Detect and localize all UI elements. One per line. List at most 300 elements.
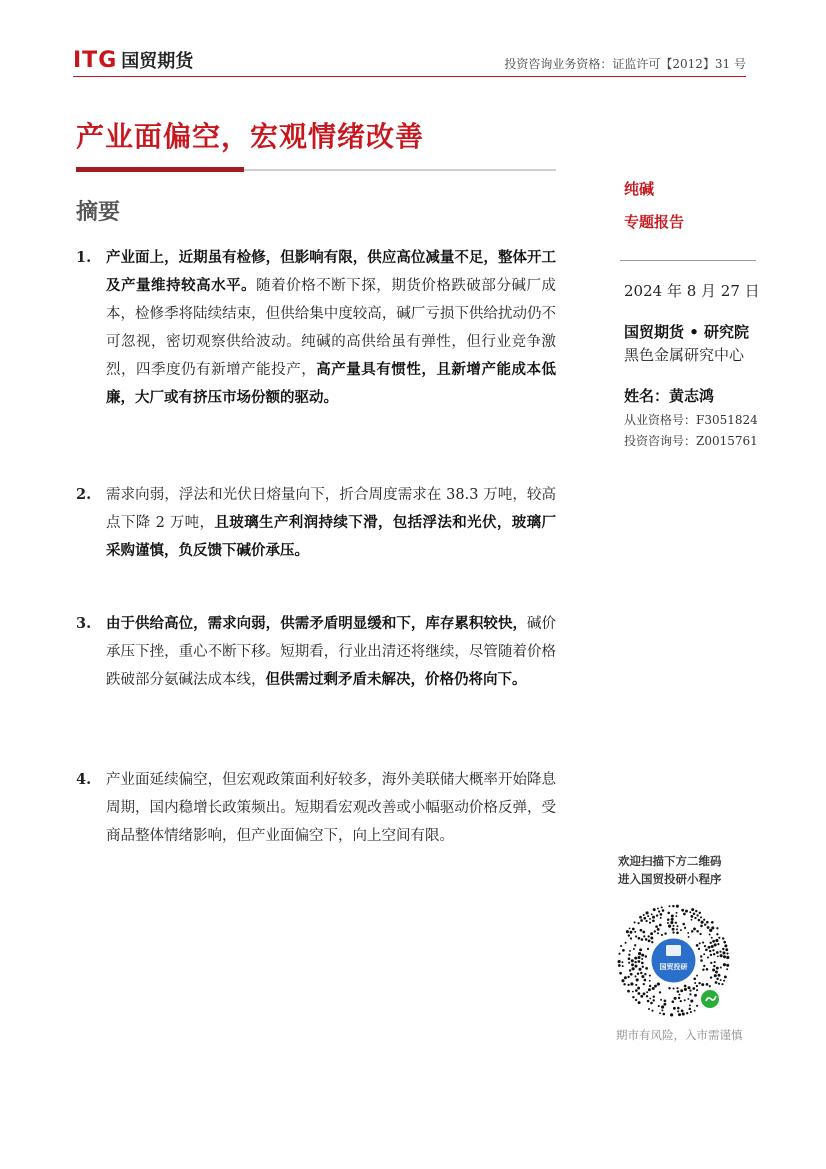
qr-dot <box>628 962 630 964</box>
qr-dot <box>706 983 709 986</box>
qr-dot <box>693 927 696 930</box>
qr-dot <box>660 913 663 916</box>
research-org: 国贸期货 • 研究院 <box>624 323 750 341</box>
qr-dot <box>658 1005 660 1007</box>
qr-dot <box>711 937 713 939</box>
qr-dot <box>717 943 719 945</box>
qr-dot <box>651 941 653 943</box>
qr-dot <box>634 975 636 977</box>
qr-dot <box>626 930 629 933</box>
item-text-bold: 高产量具有惯性，且新增产能成本低廉，大厂或有挤压市场份额的驱动。 <box>106 361 557 406</box>
qr-dot <box>701 983 704 986</box>
qr-dot <box>620 945 622 947</box>
qr-dot <box>715 939 718 942</box>
qr-dot <box>700 955 702 957</box>
qr-dot <box>677 1007 680 1010</box>
qr-dot <box>711 921 714 924</box>
qr-dot <box>638 1001 641 1004</box>
qr-dot <box>726 953 728 955</box>
qr-dot <box>701 921 704 924</box>
qr-dot <box>718 983 720 985</box>
qr-dot <box>635 999 637 1001</box>
qr-dot <box>709 950 711 952</box>
item-text-regular: 随着价格不断下探，期货价格跌破部分碱厂成本，检修季将陆续结束，但供给集中度较高，碱厂亏损下供给扰动仍不可忽视，密切观察供给波动。纯碱的高供给虽有弹性，但行业竞争激烈，四季度仍有新增产能投产， <box>106 278 556 378</box>
qr-dot <box>680 1000 682 1002</box>
qr-dot <box>672 987 674 989</box>
qr-dot <box>707 926 710 929</box>
qr-dot <box>726 964 729 967</box>
page-title: 产业面偏空，宏观情绪改善 <box>76 120 425 153</box>
qr-dot <box>688 986 691 989</box>
mini-program-qr-code[interactable] <box>616 903 731 1018</box>
qr-dot <box>662 909 665 912</box>
qr-dot <box>707 956 709 958</box>
qr-dot <box>678 997 680 999</box>
qr-dot <box>647 948 649 950</box>
qr-dot <box>644 979 647 982</box>
research-dept: 黑色金属研究中心 <box>624 346 745 364</box>
qr-dot <box>627 990 630 993</box>
qr-dot <box>667 912 670 915</box>
qr-dot <box>632 928 635 931</box>
qr-dot <box>685 910 688 913</box>
qr-dot <box>641 962 644 965</box>
qr-dot <box>721 983 723 985</box>
qr-dot <box>628 954 630 956</box>
qr-dot <box>632 996 634 998</box>
qr-dot <box>619 972 622 975</box>
qr-dot <box>704 945 706 947</box>
qr-dot <box>690 999 693 1002</box>
qr-dot <box>664 999 667 1002</box>
qr-dot <box>717 955 719 957</box>
item-number: 1. <box>76 249 92 266</box>
qr-dot <box>705 948 708 951</box>
qr-dot <box>632 967 635 970</box>
qr-dot <box>696 975 698 977</box>
qr-dot <box>703 953 705 955</box>
qr-dot <box>696 914 698 916</box>
qr-caption-line-2: 进入国贸投研小程序 <box>618 872 722 886</box>
qr-dot <box>649 985 651 987</box>
qr-dot <box>681 909 684 912</box>
qr-dot <box>660 999 662 1001</box>
abstract-heading: 摘要 <box>76 199 121 225</box>
qr-dot <box>718 974 721 977</box>
qr-dot <box>720 954 723 957</box>
qr-dot <box>689 990 691 992</box>
summary-item-2 <box>76 481 556 565</box>
qr-dot <box>634 921 636 923</box>
qr-dot <box>625 942 627 944</box>
qr-dot <box>688 936 690 938</box>
qr-dot <box>644 973 646 975</box>
qr-dot <box>652 919 655 922</box>
qr-dot <box>684 985 687 988</box>
qr-dot <box>627 984 629 986</box>
qr-dot <box>638 968 641 971</box>
qr-dot <box>712 949 714 951</box>
qr-dot <box>662 1013 665 1016</box>
qr-dot <box>676 912 678 914</box>
qr-dot <box>703 919 705 921</box>
qr-dot <box>703 965 705 967</box>
qr-dot <box>691 919 693 921</box>
qr-dot <box>672 928 675 931</box>
qr-dot <box>702 942 704 944</box>
qr-dot <box>663 1003 666 1006</box>
risk-warning: 期市有风险，入市需谨慎 <box>616 1028 743 1042</box>
qr-dot <box>711 926 714 929</box>
qr-dot <box>622 965 624 967</box>
qr-dot <box>630 937 632 939</box>
qr-dot <box>623 983 625 985</box>
qr-dot <box>631 959 634 962</box>
item-number: 4. <box>76 771 92 788</box>
qr-dot <box>669 905 671 907</box>
qr-dot <box>638 960 641 963</box>
logo-mark: ITG <box>73 47 118 73</box>
qr-dot <box>652 916 655 919</box>
practice-license-number: 从业资格号：F3051824 <box>624 413 758 427</box>
qr-dot <box>628 957 631 960</box>
qr-dot <box>726 956 729 959</box>
qr-dot <box>696 930 699 933</box>
qr-dot <box>634 957 637 960</box>
qr-dot <box>694 994 697 997</box>
qr-dot <box>650 936 653 939</box>
qr-dot <box>726 968 728 970</box>
qr-dot <box>645 967 648 970</box>
company-logo <box>73 47 193 73</box>
summary-item-4 <box>76 766 556 850</box>
qr-dot <box>673 1007 676 1010</box>
qr-dot <box>660 917 662 919</box>
qr-dot <box>678 1013 681 1016</box>
qr-dot <box>646 991 648 993</box>
qr-dot <box>672 925 674 927</box>
qr-dot <box>629 927 631 929</box>
qr-dot <box>630 973 633 976</box>
qr-dot <box>637 992 640 995</box>
summary-item-3 <box>76 610 556 694</box>
qr-dot <box>634 931 636 933</box>
qr-dot <box>655 925 658 928</box>
qr-dot <box>635 989 638 992</box>
qr-dot <box>672 905 674 907</box>
qr-dot <box>653 995 655 997</box>
qr-dot <box>700 959 703 962</box>
qr-dot <box>714 943 717 946</box>
qr-dot <box>680 989 683 992</box>
qr-dot <box>661 906 663 908</box>
qr-dot <box>720 967 722 969</box>
report-type: 专题报告 <box>624 213 685 231</box>
qr-dot <box>690 1011 692 1013</box>
qr-dot <box>649 998 651 1000</box>
qr-dot <box>716 978 718 980</box>
qr-dot <box>652 999 654 1001</box>
qr-dot <box>710 954 712 956</box>
qr-dot <box>681 1010 684 1013</box>
qr-dot <box>647 915 649 917</box>
qr-dot <box>622 949 625 952</box>
qr-dot <box>723 963 726 966</box>
qr-dot <box>659 1012 661 1014</box>
qr-dot <box>684 999 686 1001</box>
qr-dot <box>637 956 640 959</box>
item-text-regular: 需求向弱，浮法和光伏日熔量向下，折合周度需求在 38.3 万吨，较高点下降 2 万吨， <box>106 487 556 531</box>
qr-dot <box>641 958 643 960</box>
license-text: 投资咨询业务资格：证监许可【2012】31 号 <box>504 57 746 71</box>
qr-dot <box>671 914 674 917</box>
qr-dot <box>682 923 685 926</box>
qr-dot <box>640 972 642 974</box>
author-name: 姓名：黄志鸿 <box>624 387 715 405</box>
qr-dot <box>677 990 680 993</box>
qr-dot <box>653 908 656 911</box>
qr-dot <box>651 913 653 915</box>
qr-dot <box>654 930 656 932</box>
qr-dot <box>643 914 645 916</box>
qr-dot <box>715 971 718 974</box>
qr-dot <box>641 938 644 941</box>
qr-dot <box>716 933 718 935</box>
qr-dot <box>635 935 637 937</box>
qr-dot <box>699 933 701 935</box>
qr-dot <box>651 1010 653 1012</box>
qr-dot <box>718 937 720 939</box>
qr-dot <box>635 984 637 986</box>
qr-dot <box>667 918 670 921</box>
qr-dot <box>711 945 714 948</box>
qr-dot <box>689 993 691 995</box>
qr-dot <box>709 929 712 932</box>
qr-dot <box>649 975 651 977</box>
report-date: 2024 年 8 月 27 日 <box>624 282 760 300</box>
qr-dot <box>708 946 711 949</box>
qr-dot <box>638 952 641 955</box>
qr-dot <box>692 987 695 990</box>
title-accent-bar <box>76 167 244 172</box>
qr-dot <box>629 969 631 971</box>
qr-dot <box>637 972 639 974</box>
qr-dot <box>632 991 634 993</box>
qr-dot <box>637 987 640 990</box>
qr-dot <box>645 955 647 957</box>
qr-dot <box>657 932 659 934</box>
qr-dot <box>684 988 687 991</box>
qr-dot <box>648 935 650 937</box>
qr-dot <box>668 925 671 928</box>
item-text-bold: 产业面上，近期虽有检修，但影响有限，供应高位减量不足，整体开工及产量维持较高水平。 <box>106 249 556 294</box>
qr-dot <box>643 992 646 995</box>
qr-dot <box>715 981 718 984</box>
qr-dot <box>630 931 633 934</box>
qr-dot <box>654 985 657 988</box>
qr-dot <box>648 988 651 991</box>
qr-dot <box>702 968 704 970</box>
qr-dot <box>618 964 621 967</box>
qr-center-label: 国贸投研 <box>659 963 688 971</box>
qr-dot <box>713 965 715 967</box>
qr-dot <box>699 912 701 914</box>
qr-dot <box>661 934 663 936</box>
qr-dot <box>668 987 670 989</box>
qr-dot <box>657 983 660 986</box>
qr-dot <box>719 951 721 953</box>
header-divider <box>73 76 746 77</box>
qr-dot <box>640 995 643 998</box>
qr-dot <box>643 917 646 920</box>
qr-dot <box>700 916 702 918</box>
qr-dot <box>700 925 703 928</box>
qr-dot <box>643 983 645 985</box>
qr-dot <box>642 931 645 934</box>
advisory-license-number: 投资咨询号：Z0015761 <box>624 434 758 448</box>
qr-dot <box>724 975 727 978</box>
qr-dot <box>714 974 717 977</box>
qr-dot <box>684 927 686 929</box>
qr-dot <box>691 908 694 911</box>
qr-dot <box>694 982 696 984</box>
qr-dot <box>677 1010 679 1012</box>
qr-dot <box>618 953 620 955</box>
qr-dot <box>723 941 726 944</box>
qr-dot <box>638 937 641 940</box>
qr-dot <box>641 975 644 978</box>
qr-dot <box>683 913 686 916</box>
qr-dot <box>657 928 660 931</box>
item-text-bold: 但供需过剩矛盾未解决，价格仍将向下。 <box>265 671 527 688</box>
qr-dot <box>645 920 647 922</box>
qr-dot <box>672 931 674 933</box>
qr-dot <box>672 1000 675 1003</box>
qr-dot <box>640 919 643 922</box>
qr-dot <box>698 919 701 922</box>
qr-dot <box>641 954 644 957</box>
qr-dot <box>722 937 724 939</box>
qr-dot <box>640 929 643 932</box>
qr-dot <box>650 932 653 935</box>
qr-dot <box>706 921 709 924</box>
document-icon <box>666 945 681 956</box>
qr-dot <box>704 924 706 926</box>
qr-dot <box>706 968 709 971</box>
item-text-bold: 且玻璃生产利润持续下滑，包括浮法和光伏，玻璃厂采购谨慎，负反馈下碱价承压。 <box>106 514 556 559</box>
qr-dot <box>723 980 725 982</box>
qr-dot <box>627 976 629 978</box>
qr-dot <box>664 932 666 934</box>
qr-dot <box>716 927 718 929</box>
qr-dot <box>709 934 711 936</box>
qr-dot <box>722 951 725 954</box>
qr-dot <box>628 934 630 936</box>
qr-dot <box>659 991 661 993</box>
qr-dot <box>630 982 633 985</box>
qr-dot <box>693 977 696 980</box>
qr-dot <box>657 907 659 909</box>
qr-dot <box>634 944 636 946</box>
qr-dot <box>656 914 658 916</box>
qr-dot <box>712 940 715 943</box>
qr-dot <box>682 1012 685 1015</box>
qr-dot <box>646 911 649 914</box>
item-text-regular: 产业面延续偏空，但宏观政策面利好较多，海外美联储大概率开始降息周期，国内稳增长政策频出。短期看宏观改善或小幅驱动价格反弹，受商品整体情绪影响，但产业面偏空下，向上空间有限。 <box>106 772 556 844</box>
qr-dot <box>689 911 691 913</box>
qr-dot <box>670 1013 673 1016</box>
qr-dot <box>678 994 680 996</box>
item-text-bold: 由于供给高位，需求向弱，供需矛盾明显缓和下，库存累积较快， <box>106 615 527 632</box>
item-text <box>106 244 556 412</box>
qr-dot <box>696 989 698 991</box>
qr-dot <box>671 918 674 921</box>
qr-dot <box>659 924 662 927</box>
qr-dot <box>675 922 677 924</box>
qr-dot <box>618 960 621 963</box>
qr-dot <box>647 1000 650 1003</box>
qr-dot <box>638 922 640 924</box>
qr-dot <box>725 948 728 951</box>
qr-dot <box>686 1012 688 1014</box>
qr-dot <box>698 948 700 950</box>
qr-dot <box>661 1009 663 1011</box>
qr-dot <box>723 955 726 958</box>
qr-dot <box>716 951 719 954</box>
qr-dot <box>710 962 712 964</box>
qr-dot <box>676 925 678 927</box>
item-number: 3. <box>76 615 92 632</box>
qr-dot <box>650 1002 653 1005</box>
qr-dot <box>667 922 669 924</box>
qr-dot <box>621 979 624 982</box>
qr-dot <box>629 950 631 952</box>
qr-dot <box>699 942 701 944</box>
qr-dot <box>646 995 648 997</box>
item-text <box>106 481 556 565</box>
qr-dot <box>680 929 682 931</box>
qr-dot <box>633 948 635 950</box>
qr-dot <box>676 928 678 930</box>
qr-dot <box>713 953 715 955</box>
logo-text: 国贸期货 <box>121 51 194 72</box>
qr-dot <box>649 918 651 920</box>
qr-dot <box>674 997 677 1000</box>
qr-dot <box>695 910 697 912</box>
qr-dot <box>712 968 715 971</box>
qr-dot <box>687 932 689 934</box>
item-text-regular: 碱价承压下挫，重心不断下移。短期看，行业出清还将继续，尽管随着价格跌破部分氨碱法成本线， <box>106 616 557 688</box>
qr-dot <box>696 944 699 947</box>
qr-dot <box>652 987 655 990</box>
qr-dot <box>676 905 679 908</box>
qr-dot <box>722 948 724 950</box>
qr-dot <box>675 915 677 917</box>
qr-dot <box>624 976 627 979</box>
qr-dot <box>658 910 660 912</box>
qr-dot <box>691 930 694 933</box>
sidebar-divider <box>620 260 756 261</box>
summary-item-1 <box>76 244 556 412</box>
qr-dot <box>634 961 636 963</box>
qr-dot <box>676 987 678 989</box>
qr-dot <box>621 961 623 963</box>
qr-dot <box>694 1010 696 1012</box>
qr-dot <box>649 922 651 924</box>
qr-dot <box>636 978 639 981</box>
qr-dot <box>694 917 696 919</box>
qr-dot <box>714 961 716 963</box>
